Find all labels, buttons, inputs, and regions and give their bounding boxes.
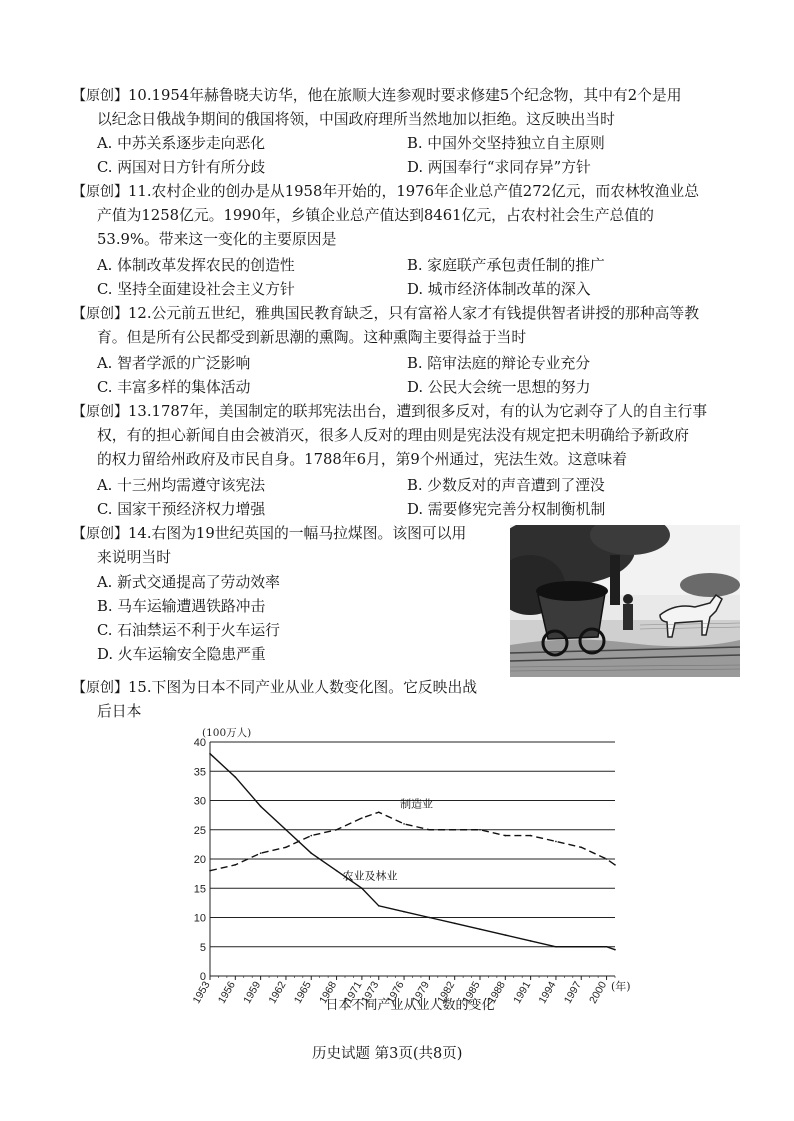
answer-option[interactable]: B. 家庭联产承包责任制的推广 xyxy=(407,257,605,274)
data-point xyxy=(555,841,557,843)
series-line-0 xyxy=(210,812,615,871)
question-10-line xyxy=(97,110,615,130)
series-line-1 xyxy=(210,754,615,950)
y-tick-label: 15 xyxy=(193,883,206,896)
question-11-line xyxy=(72,182,699,202)
question-stem-line: 12.公元前五世纪，雅典国民教育缺乏，只有富裕人家才有钱提供智者讲授的那种高等教 xyxy=(128,305,700,322)
answer-option[interactable]: D. 需要修宪完善分权制衡机制 xyxy=(407,501,606,518)
x-tick-label: 1991 xyxy=(511,979,534,1006)
question-source-tag: 【原创】 xyxy=(72,306,128,322)
question-stem-line: 11.农村企业的创办是从1958年开始的，1976年企业总产值272亿元，而农林牧渔业总 xyxy=(128,183,699,200)
answer-option[interactable]: A. 新式交通提高了劳动效率 xyxy=(97,574,280,591)
question-stem-line: 13.1787年，美国制定的联邦宪法出台，遭到很多反对，有的认为它剥夺了人的自主行事 xyxy=(128,403,708,420)
answer-option[interactable]: A. 体制改革发挥农民的创造性 xyxy=(97,257,295,274)
y-axis-label: (100万人) xyxy=(202,727,252,739)
answer-option[interactable]: C. 国家干预经济权力增强 xyxy=(97,501,266,518)
x-tick-label: 1994 xyxy=(536,979,559,1006)
data-point xyxy=(505,835,507,837)
question-15-line xyxy=(72,678,477,698)
x-tick-label: 1953 xyxy=(190,979,213,1006)
data-point xyxy=(580,946,582,948)
data-point xyxy=(378,905,380,907)
data-point xyxy=(479,829,481,831)
y-tick-label: 35 xyxy=(193,766,206,779)
data-point xyxy=(336,829,338,831)
y-tick-label: 20 xyxy=(193,854,206,866)
chart-title: 日本不同产业从业人数的变化 xyxy=(325,998,495,1012)
x-tick-label: 1965 xyxy=(291,979,314,1006)
x-tick-label: 1956 xyxy=(215,979,238,1006)
y-tick-label: 0 xyxy=(199,971,206,983)
x-tick-label: 2000 xyxy=(587,979,610,1006)
data-point xyxy=(361,887,363,889)
data-point xyxy=(530,835,532,837)
data-point xyxy=(530,940,532,942)
x-tick-label: 1971 xyxy=(342,979,365,1006)
answer-option[interactable]: D. 火车运输安全隐患严重 xyxy=(97,646,266,663)
answer-option[interactable]: A. 智者学派的广泛影响 xyxy=(97,355,251,372)
horse-drawn-coal-wagon-engraving xyxy=(510,525,740,677)
data-point xyxy=(454,829,456,831)
answer-option[interactable]: C. 坚持全面建设社会主义方针 xyxy=(97,281,295,298)
question-stem-line: 育。但是所有公民都受到新思潮的熏陶。这种熏陶主要得益于当时 xyxy=(97,329,527,346)
data-point xyxy=(555,946,557,948)
data-point xyxy=(454,923,456,925)
question-source-tag: 【原创】 xyxy=(72,404,128,420)
data-point xyxy=(235,776,237,778)
data-point xyxy=(209,753,211,755)
x-tick-label: 1997 xyxy=(561,979,584,1006)
data-point xyxy=(580,847,582,849)
question-stem-line: 10.1954年赫鲁晓夫访华，他在旅顺大连参观时要求修建5个纪念物，其中有2个是用 xyxy=(128,87,682,104)
question-12-line xyxy=(72,304,699,324)
data-point xyxy=(403,823,405,825)
x-tick-label: 1982 xyxy=(435,979,458,1006)
data-point xyxy=(614,864,616,866)
answer-option[interactable]: B. 中国外交坚持独立自主原则 xyxy=(407,135,605,152)
question-13-line xyxy=(72,402,707,422)
answer-option[interactable]: D. 两国奉行“求同存异”方针 xyxy=(407,159,591,176)
x-tick-label: 1979 xyxy=(409,979,432,1006)
answer-option[interactable]: C. 两国对日方针有所分歧 xyxy=(97,159,266,176)
answer-option[interactable]: B. 马车运输遭遇铁路冲击 xyxy=(97,598,266,615)
data-point xyxy=(614,949,616,951)
y-tick-label: 40 xyxy=(193,737,206,749)
answer-option[interactable]: A. 中苏关系逐步走向恶化 xyxy=(97,135,266,152)
question-source-tag: 【原创】 xyxy=(72,680,128,696)
question-10-line xyxy=(72,86,682,106)
answer-option[interactable]: A. 十三州均需遵守该宪法 xyxy=(97,477,266,494)
data-point xyxy=(260,806,262,808)
x-tick-label: 1985 xyxy=(460,979,483,1006)
x-tick-label: 1968 xyxy=(317,979,340,1006)
question-11-line xyxy=(97,230,336,250)
y-tick-label: 25 xyxy=(193,824,206,837)
question-15-line xyxy=(97,702,141,722)
employment-change-chart xyxy=(190,722,630,1012)
question-stem-line: 53.9%。带来这一变化的主要原因是 xyxy=(97,231,337,248)
question-stem-line: 来说明当时 xyxy=(97,549,171,566)
page-footer: 历史试题 第3页(共8页) xyxy=(312,1046,463,1062)
data-point xyxy=(361,817,363,819)
series-label: 农业及林业 xyxy=(342,869,398,883)
data-point xyxy=(336,870,338,872)
question-source-tag: 【原创】 xyxy=(72,88,128,104)
question-12-line xyxy=(97,328,526,348)
question-source-tag: 【原创】 xyxy=(72,184,128,200)
x-tick-label: 1976 xyxy=(384,979,407,1006)
question-source-tag: 【原创】 xyxy=(72,526,128,542)
data-point xyxy=(285,847,287,849)
question-stem-line: 产值为1258亿元。1990年，乡镇企业总产值达到8461亿元，占农村社会生产总值的 xyxy=(97,207,654,224)
question-stem-line: 15.下图为日本不同产业从业人数变化图。它反映出战 xyxy=(128,679,478,696)
data-point xyxy=(505,934,507,936)
answer-option[interactable]: D. 城市经济体制改革的深入 xyxy=(407,281,591,298)
question-stem-line: 权，有的担心新闻自由会被消灭，很多人反对的理由则是宪法没有规定把未明确给予新政府 xyxy=(97,427,689,444)
question-stem-line: 后日本 xyxy=(97,703,142,720)
x-tick-label: 1962 xyxy=(266,979,289,1006)
data-point xyxy=(285,829,287,831)
question-13-line xyxy=(97,450,627,470)
data-point xyxy=(479,928,481,930)
answer-option[interactable]: D. 公民大会统一思想的努力 xyxy=(407,379,591,396)
data-point xyxy=(235,864,237,866)
answer-option[interactable]: B. 陪审法庭的辩论专业充分 xyxy=(407,355,591,372)
question-stem-line: 的权力留给州政府及市民自身。1788年6月，第9个州通过，宪法生效。这意味着 xyxy=(97,451,627,468)
series-label: 制造业 xyxy=(400,797,434,811)
data-point xyxy=(429,917,431,919)
question-11-line xyxy=(97,206,654,226)
data-point xyxy=(310,852,312,854)
question-14-line xyxy=(72,524,466,544)
answer-option[interactable]: C. 石油禁运不利于火车运行 xyxy=(97,622,280,639)
question-stem-line: 以纪念日俄战争期间的俄国将领，中国政府理所当然地加以拒绝。这反映出当时 xyxy=(97,111,615,128)
x-tick-label: 1959 xyxy=(241,979,264,1006)
y-tick-label: 30 xyxy=(193,795,206,808)
question-stem-line: 14.右图为19世纪英国的一幅马拉煤图。该图可以用 xyxy=(128,525,467,542)
question-14-line xyxy=(97,548,171,568)
x-tick-label: 1988 xyxy=(485,979,508,1006)
data-point xyxy=(606,858,608,860)
y-tick-label: 10 xyxy=(193,912,206,925)
data-point xyxy=(606,946,608,948)
data-point xyxy=(209,870,211,872)
data-point xyxy=(378,811,380,813)
answer-option[interactable]: B. 少数反对的声音遭到了湮没 xyxy=(407,477,605,494)
answer-option[interactable]: C. 丰富多样的集体活动 xyxy=(97,379,251,396)
x-tick-label: 1973 xyxy=(359,979,382,1006)
data-point xyxy=(429,829,431,831)
x-axis-label: (年) xyxy=(611,980,630,993)
data-point xyxy=(310,835,312,837)
y-tick-label: 5 xyxy=(199,941,206,954)
data-point xyxy=(403,911,405,913)
question-13-line xyxy=(97,426,689,446)
data-point xyxy=(260,852,262,854)
